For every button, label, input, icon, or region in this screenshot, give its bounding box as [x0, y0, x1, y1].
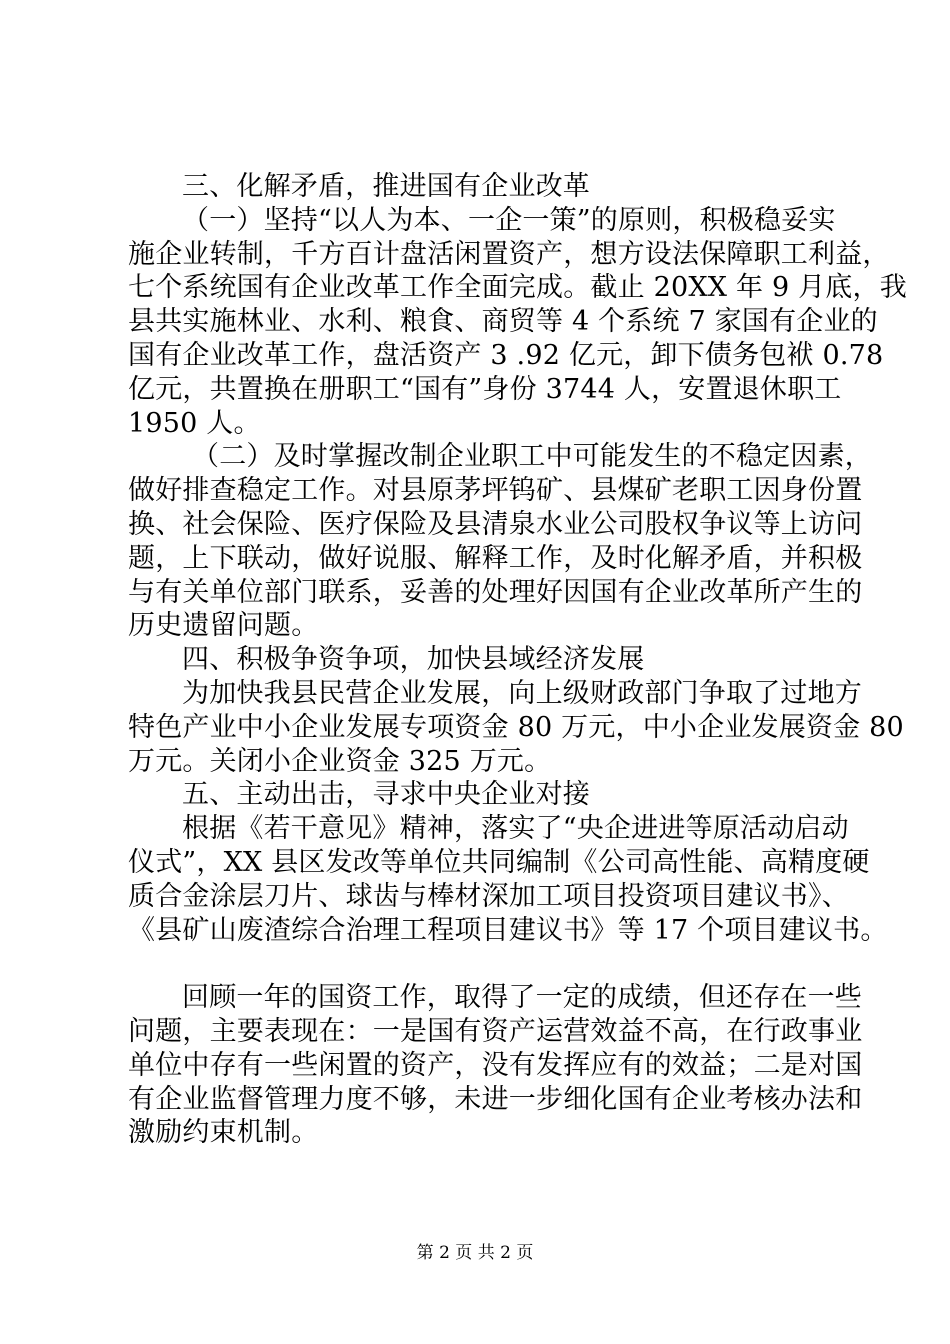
paragraph-line: 《县矿山废渣综合治理工程项目建议书》等 17 个项目建议书。 — [128, 914, 888, 946]
paragraph-line: 质合金涂层刀片、球齿与棒材深加工项目投资项目建议书》、 — [128, 880, 849, 912]
document-body — [128, 170, 907, 1150]
paragraph-line: 问题，主要表现在：一是国有资产运营效益不高，在行政事业 — [128, 1015, 863, 1047]
paragraph-line: 回顾一年的国资工作，取得了一定的成绩，但还存在一些 — [182, 982, 862, 1014]
paragraph-line: 仪式”，XX 县区发改等单位共同编制《公司高性能、高精度硬 — [128, 846, 870, 878]
section-heading-5: 五、主动出击，寻求中央企业对接 — [182, 779, 590, 811]
page-number-footer: 第 2 页 共 2 页 — [416, 1243, 534, 1263]
paragraph-line: 施企业转制，千方百计盘活闲置资产，想方设法保障职工利益， — [128, 238, 890, 270]
paragraph-line: 七个系统国有企业改革工作全面完成。截止 20XX 年 9 月底，我 — [128, 272, 907, 304]
paragraph-line: 有企业监督管理力度不够，未进一步细化国有企业考核办法和 — [128, 1083, 863, 1115]
paragraph-line: 万元。关闭小企业资金 325 万元。 — [128, 745, 552, 777]
paragraph-line: （二）及时掌握改制企业职工中可能发生的不稳定因素， — [192, 441, 872, 473]
paragraph-line: （一）坚持“以人为本、一企一策”的原则，积极稳妥实 — [182, 204, 836, 236]
paragraph-line: 根据《若干意见》精神，落实了“央企进进等原活动启动 — [182, 813, 849, 845]
paragraph-line: 为加快我县民营企业发展，向上级财政部门争取了过地方 — [182, 677, 862, 709]
blank-line — [128, 947, 840, 981]
paragraph-line: 特色产业中小企业发展专项资金 80 万元，中小企业发展资金 80 — [128, 711, 904, 743]
paragraph-line: 历史遗留问题。 — [128, 610, 319, 642]
paragraph-line: 做好排查稳定工作。对县原茅坪钨矿、县煤矿老职工因身份置 — [128, 475, 863, 507]
paragraph-line: 单位中存有一些闲置的资产，没有发挥应有的效益；二是对国 — [128, 1049, 863, 1081]
section-heading-4: 四、积极争资争项，加快县域经济发展 — [182, 644, 645, 676]
section-heading-3: 三、化解矛盾，推进国有企业改革 — [182, 171, 590, 202]
paragraph-line: 与有关单位部门联系，妥善的处理好因国有企业改革所产生的 — [128, 576, 863, 608]
paragraph-line: 题，上下联动，做好说服、解释工作，及时化解矛盾，并积极 — [128, 542, 863, 574]
paragraph-line: 换、社会保险、医疗保险及县清泉水业公司股权争议等上访问 — [128, 508, 863, 540]
paragraph-line: 国有企业改革工作，盘活资产 3 .92 亿元，卸下债务包袱 0.78 — [128, 339, 884, 371]
paragraph-line: 亿元，共置换在册职工“国有”身份 3744 人，安置退休职工 — [128, 373, 842, 405]
paragraph-line: 激励约束机制。 — [128, 1117, 319, 1149]
paragraph-line: 1950 人。 — [128, 407, 261, 439]
paragraph-line: 县共实施林业、水利、粮食、商贸等 4 个系统 7 家国有企业的 — [128, 306, 878, 338]
